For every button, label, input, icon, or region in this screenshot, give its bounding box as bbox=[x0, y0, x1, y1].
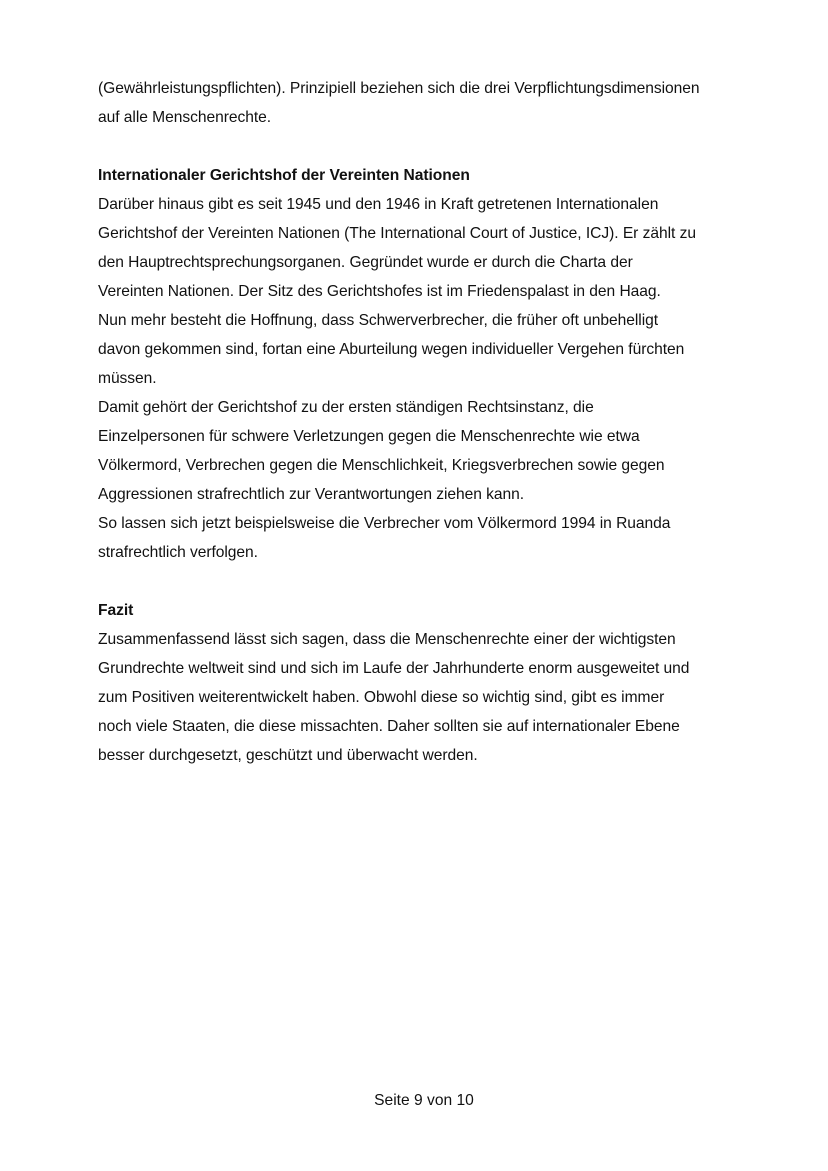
text-line: den Hauptrechtsprechungsorganen. Gegründet wurde er durch die Charta der bbox=[98, 254, 633, 271]
text-line: Darüber hinaus gibt es seit 1945 und den 1946 in Kraft getretenen Internationalen bbox=[98, 196, 659, 213]
text-line: Aggressionen strafrechtlich zur Verantwortungen ziehen kann. bbox=[98, 486, 525, 503]
text-line: noch viele Staaten, die diese missachten. Daher sollten sie auf internationaler Ebene bbox=[98, 718, 680, 735]
text-line: zum Positiven weiterentwickelt haben. Obwohl diese so wichtig sind, gibt es immer bbox=[98, 689, 665, 706]
section-heading: Internationaler Gerichtshof der Vereinten Nationen bbox=[98, 167, 470, 184]
section-fazit bbox=[98, 596, 778, 770]
text-line: Völkermord, Verbrechen gegen die Menschlichkeit, Kriegsverbrechen sowie gegen bbox=[98, 457, 665, 474]
paragraph-spacer bbox=[98, 567, 778, 596]
text-line: besser durchgesetzt, geschützt und überwacht werden. bbox=[98, 747, 478, 764]
text-line: Einzelpersonen für schwere Verletzungen gegen die Menschenrechte wie etwa bbox=[98, 428, 640, 445]
text-line: davon gekommen sind, fortan eine Aburteilung wegen individueller Vergehen fürchten bbox=[98, 341, 685, 358]
intro-paragraph bbox=[98, 74, 778, 132]
section-icj bbox=[98, 161, 778, 567]
text-line: Gerichtshof der Vereinten Nationen (The International Court of Justice, ICJ). Er zählt zu bbox=[98, 225, 696, 242]
text-line: strafrechtlich verfolgen. bbox=[98, 544, 258, 561]
document-page bbox=[98, 74, 778, 770]
text-line: müssen. bbox=[98, 370, 157, 387]
text-line: Grundrechte weltweit sind und sich im Laufe der Jahrhunderte enorm ausgeweitet und bbox=[98, 660, 690, 677]
text-line: (Gewährleistungspflichten). Prinzipiell beziehen sich die drei Verpflichtungsdimensionen bbox=[98, 80, 700, 97]
text-line: Nun mehr besteht die Hoffnung, dass Schwerverbrecher, die früher oft unbehelligt bbox=[98, 312, 659, 329]
section-heading: Fazit bbox=[98, 602, 134, 619]
text-line: Vereinten Nationen. Der Sitz des Gerichtshofes ist im Friedenspalast in den Haag. bbox=[98, 283, 661, 300]
text-line: Damit gehört der Gerichtshof zu der ersten ständigen Rechtsinstanz, die bbox=[98, 399, 594, 416]
text-line: auf alle Menschenrechte. bbox=[98, 109, 272, 126]
paragraph-spacer bbox=[98, 132, 778, 161]
text-line: So lassen sich jetzt beispielsweise die Verbrecher vom Völkermord 1994 in Ruanda bbox=[98, 515, 671, 532]
text-line: Zusammenfassend lässt sich sagen, dass die Menschenrechte einer der wichtigsten bbox=[98, 631, 676, 648]
page-number: Seite 9 von 10 bbox=[374, 1092, 474, 1109]
